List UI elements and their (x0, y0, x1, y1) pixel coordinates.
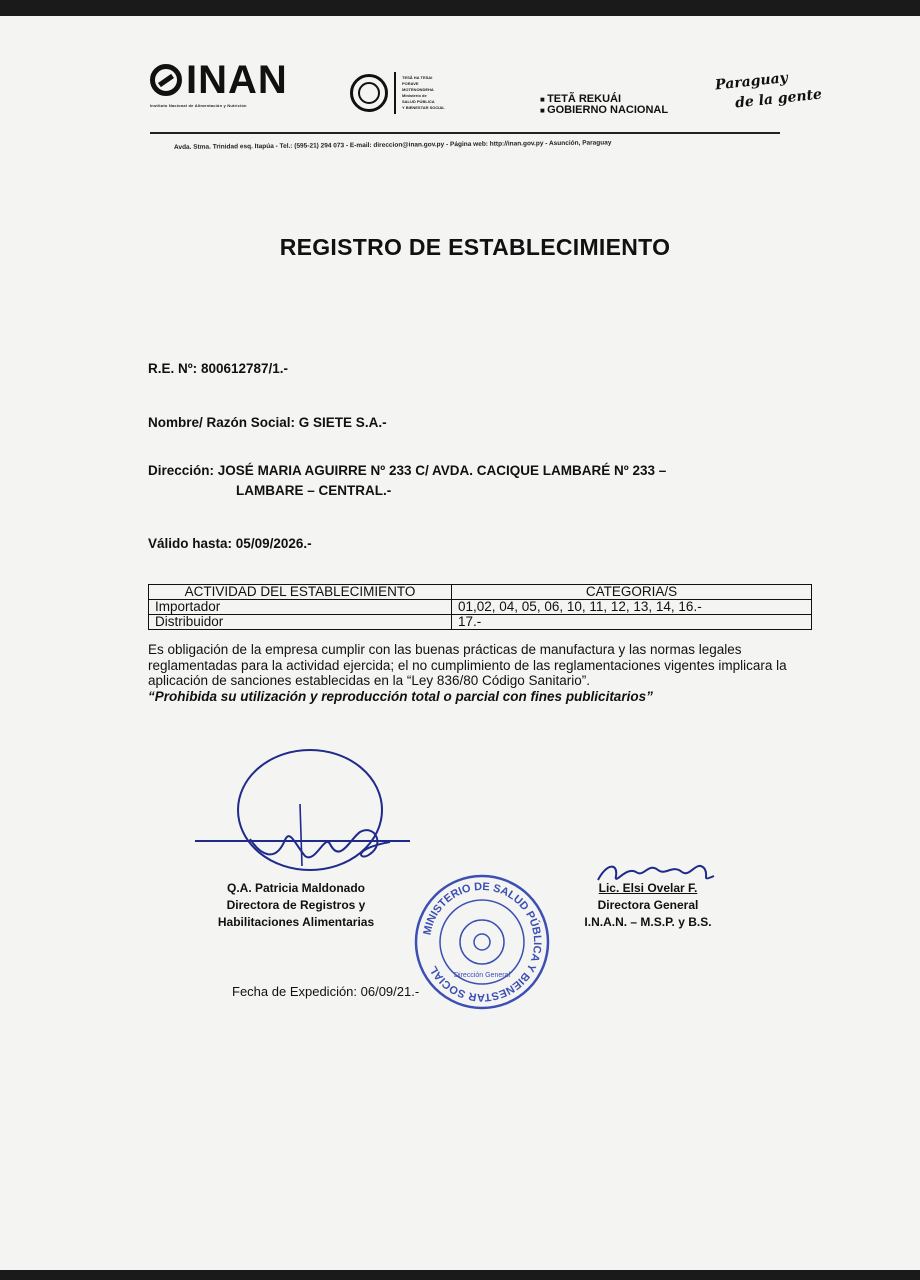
signer-role: Directora General (597, 898, 699, 912)
prohibition-text: “Prohibida su utilización y reproducción total o parcial con fines publicitarios” (148, 688, 653, 704)
nombre-field (148, 415, 387, 430)
cell-categorias: 17.- (452, 615, 812, 630)
re-field (148, 361, 288, 376)
document-page (0, 16, 920, 1270)
signer-role: I.N.A.N. – M.S.P. y B.S. (584, 915, 712, 929)
inan-symbol-icon (150, 64, 182, 96)
signature-left-icon (190, 744, 420, 894)
ministry-text: TESÃ HA TESAI PORAVE MOTENONDEHA Ministerio de SALUD PÚBLICA Y BIENESTAR SOCIAL (402, 75, 445, 110)
signature-right (558, 880, 738, 931)
document-title: REGISTRO DE ESTABLECIMIENTO (279, 234, 671, 260)
obligation-notice (148, 642, 828, 704)
inan-brand: INAN (186, 58, 288, 102)
government-label: ■ TETÃ REKUÁI ■ GOBIERNO NACIONAL (540, 94, 668, 116)
signer-name: Lic. Elsi Ovelar F. (598, 881, 698, 895)
cell-categorias: 01,02, 04, 05, 06, 10, 11, 12, 13, 14, 16.- (452, 600, 812, 615)
nombre-value: G SIETE S.A.- (298, 415, 387, 430)
re-value: 800612787/1.- (200, 361, 289, 376)
ministry-logo (350, 72, 445, 114)
signer-role: Directora de Registros y (226, 898, 366, 912)
activity-table (148, 584, 812, 630)
direccion-value-line2: LAMBARE – CENTRAL.- (236, 483, 392, 498)
table-header-row (149, 585, 812, 600)
valido-label: Válido hasta: (148, 536, 233, 551)
direccion-field (148, 463, 666, 478)
column-header-categorias: CATEGORIA/S (452, 585, 812, 600)
stamp-inner-text: Dirección General (453, 972, 511, 979)
inan-logo (150, 60, 288, 108)
table-row (149, 600, 812, 615)
valido-field (148, 536, 312, 551)
signer-role: Habilitaciones Alimentarias (217, 915, 375, 929)
signer-name: Q.A. Patricia Maldonado (226, 881, 366, 895)
fecha-expedicion: Fecha de Expedición: 06/09/21.- (232, 984, 420, 999)
header-divider (150, 132, 780, 134)
cell-actividad: Distribuidor (149, 615, 452, 630)
nombre-label: Nombre/ Razón Social: (148, 415, 296, 430)
direccion-label: Dirección: (148, 463, 215, 478)
divider (394, 72, 396, 114)
re-label: R.E. Nº: (148, 361, 198, 376)
column-header-actividad: ACTIVIDAD DEL ESTABLECIMIENTO (149, 585, 452, 600)
signature-left (190, 880, 402, 931)
cell-actividad: Importador (149, 600, 452, 615)
obligation-text: Es obligación de la empresa cumplir con las buenas prácticas de manufactura y las normas legales reglamentadas para la actividad ejercida; el no cumplimiento de las reglamentaciones vigentes implicara la aplicación de sanciones establecidas en la “Ley 836/80 Código Sanitario”. (148, 642, 787, 688)
national-seal-icon (350, 74, 388, 112)
paraguay-slogan: Paraguay de la gente (714, 69, 823, 112)
official-stamp-icon (412, 872, 552, 1012)
stamp-outer-text: MINISTERIO DE SALUD PÚBLICA Y BIENESTAR SOCIAL (421, 880, 544, 1004)
table-row (149, 615, 812, 630)
contact-info: Avda. Stma. Trinidad esq. Itapúa - Tel.: (595-21) 294 073 - E-mail: direccion@inan.gov.py - Página web: http://inan.gov.py - Asunción, Paraguay (173, 139, 612, 151)
valido-value: 05/09/2026.- (235, 536, 312, 551)
inan-subtitle: Instituto Nacional de Alimentación y Nutrición (150, 103, 247, 108)
direccion-value-line1: JOSÉ MARIA AGUIRRE Nº 233 C/ AVDA. CACIQUE LAMBARÉ Nº 233 – (217, 463, 667, 478)
